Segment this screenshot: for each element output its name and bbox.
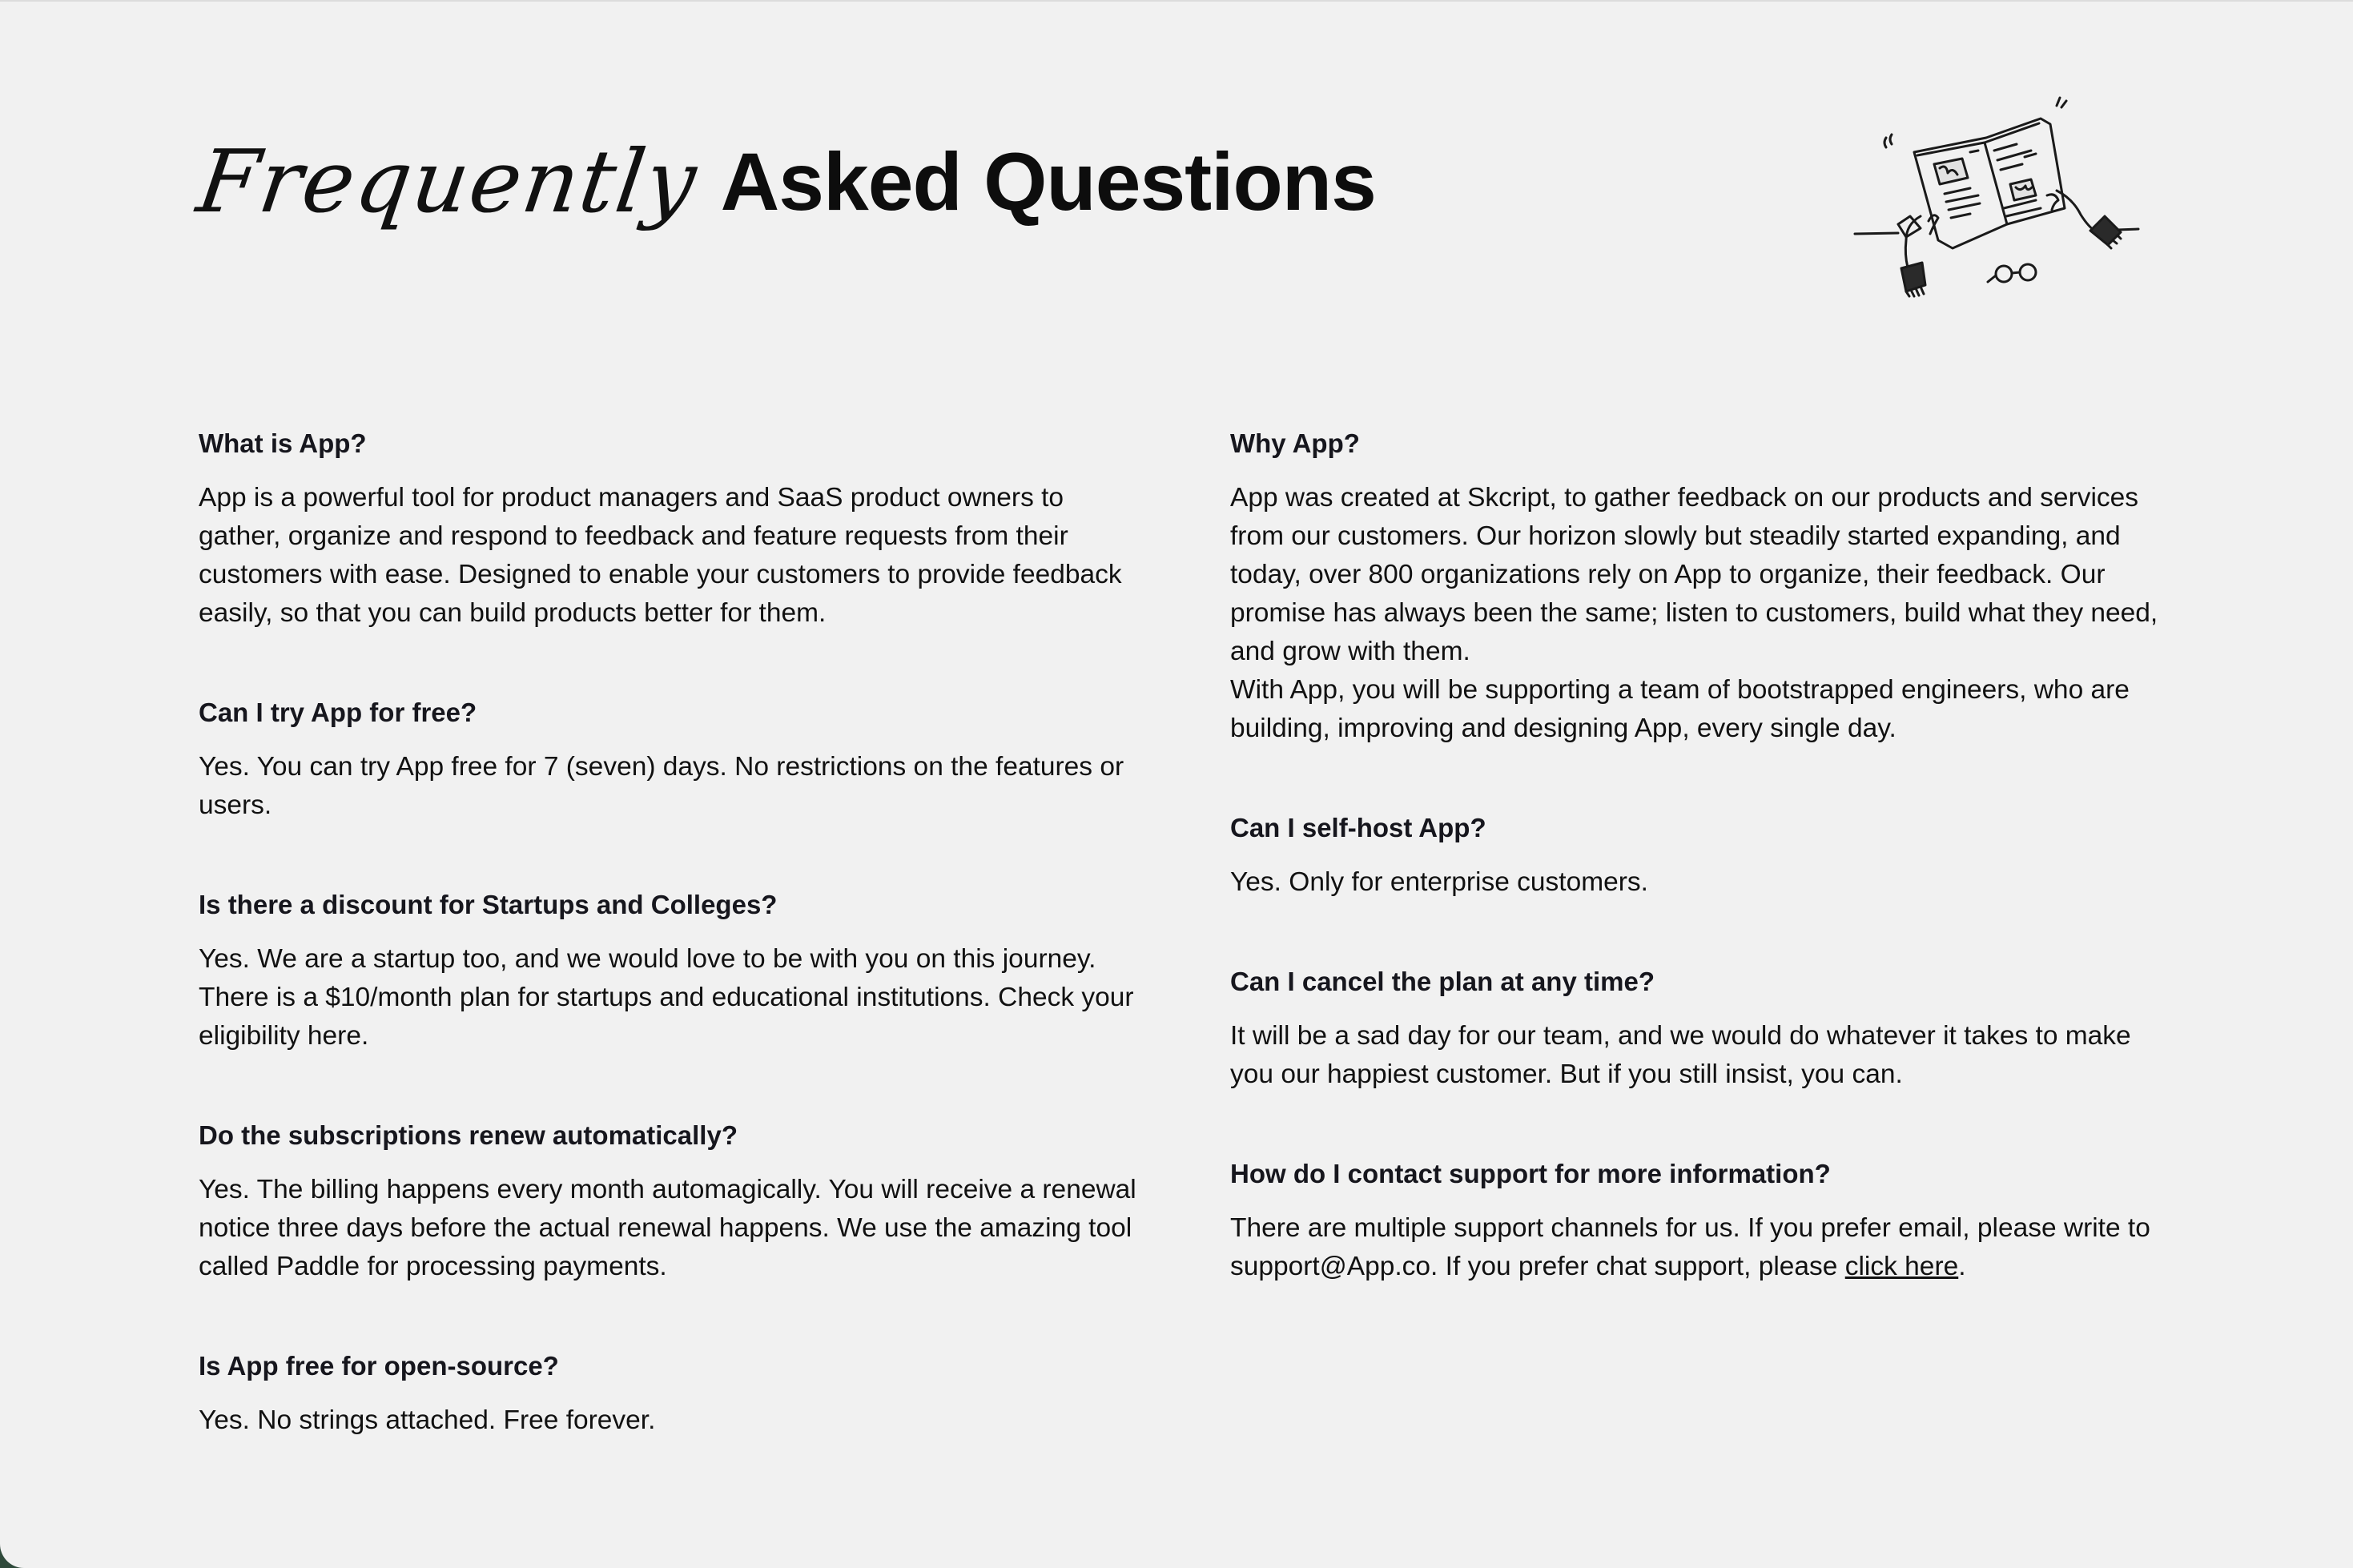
faq-answer: Yes. The billing happens every month automagically. You will receive a renewal notice three days before the actual renewal happens. We use the amazing tool called Paddle for processing payments. — [199, 1175, 1136, 1281]
faq-item — [199, 887, 1144, 1055]
faq-answer: Yes. No strings attached. Free forever. — [199, 1405, 656, 1435]
faq-item — [1230, 426, 2175, 748]
faq-answer-text-end: . — [1958, 1252, 1966, 1281]
faq-item — [199, 695, 1144, 825]
faq-item — [199, 1118, 1144, 1286]
faq-item — [199, 1349, 1144, 1440]
faq-answer: App is a powerful tool for product managers and SaaS product owners to gather, organize and respond to feedback and feature requests from their customers with ease. Designed to enable your customers to provide feedback easily, so that you can build products better for them. — [199, 483, 1122, 628]
faq-item — [1230, 964, 2175, 1094]
faq-question: Can I cancel the plan at any time? — [1230, 967, 1655, 996]
faq-answer: It will be a sad day for our team, and we would do whatever it takes to make you our happiest customer. But if you still insist, you can. — [1230, 1021, 2131, 1089]
faq-question: What is App? — [199, 428, 367, 458]
faq-question: Can I self-host App? — [1230, 813, 1486, 842]
page-title-bold-words: Asked Questions — [720, 135, 1376, 227]
faq-question: Why App? — [1230, 428, 1360, 458]
faq-column-right — [1230, 426, 2175, 1349]
faq-answer — [1230, 1209, 2175, 1286]
faq-answer: Yes. We are a startup too, and we would love to be with you on this journey. There is a $10/month plan for startups and educational institutions. Check your eligibility here. — [199, 944, 1134, 1051]
faq-question: Do the subscriptions renew automatically? — [199, 1120, 738, 1150]
faq-answer: With App, you will be supporting a team of bootstrapped engineers, who are building, improving and designing App, every single day. — [1230, 675, 2130, 743]
faq-answer: App was created at Skcript, to gather feedback on our products and services from our customers. Our horizon slowly but steadily started expanding, and today, over 800 organizations rely on App to organize, their feedback. Our promise has always been the same; listen to customers, build what they need, and grow with them. — [1230, 483, 2158, 666]
faq-question: How do I contact support for more information? — [1230, 1159, 1831, 1188]
faq-column-left — [199, 426, 1144, 1502]
faq-answer: Yes. You can try App free for 7 (seven) days. No restrictions on the features or users. — [199, 752, 1124, 820]
faq-answer: Yes. Only for enterprise customers. — [1230, 867, 1648, 897]
faq-answer-text: There are multiple support channels for us. If you prefer email, please write to support@App.co. If you prefer chat support, please — [1230, 1213, 2150, 1281]
newspaper-reading-sketch-icon — [1850, 96, 2146, 312]
faq-item — [1230, 1156, 2175, 1286]
page-title-script-word: Frequently — [191, 131, 704, 232]
page-title — [191, 114, 1376, 250]
faq-item — [1230, 810, 2175, 902]
faq-question: Is App free for open-source? — [199, 1351, 559, 1381]
faq-question: Can I try App for free? — [199, 698, 477, 727]
chat-support-link[interactable]: click here — [1844, 1252, 1959, 1281]
faq-item — [199, 426, 1144, 633]
faq-question: Is there a discount for Startups and Colleges? — [199, 890, 778, 919]
